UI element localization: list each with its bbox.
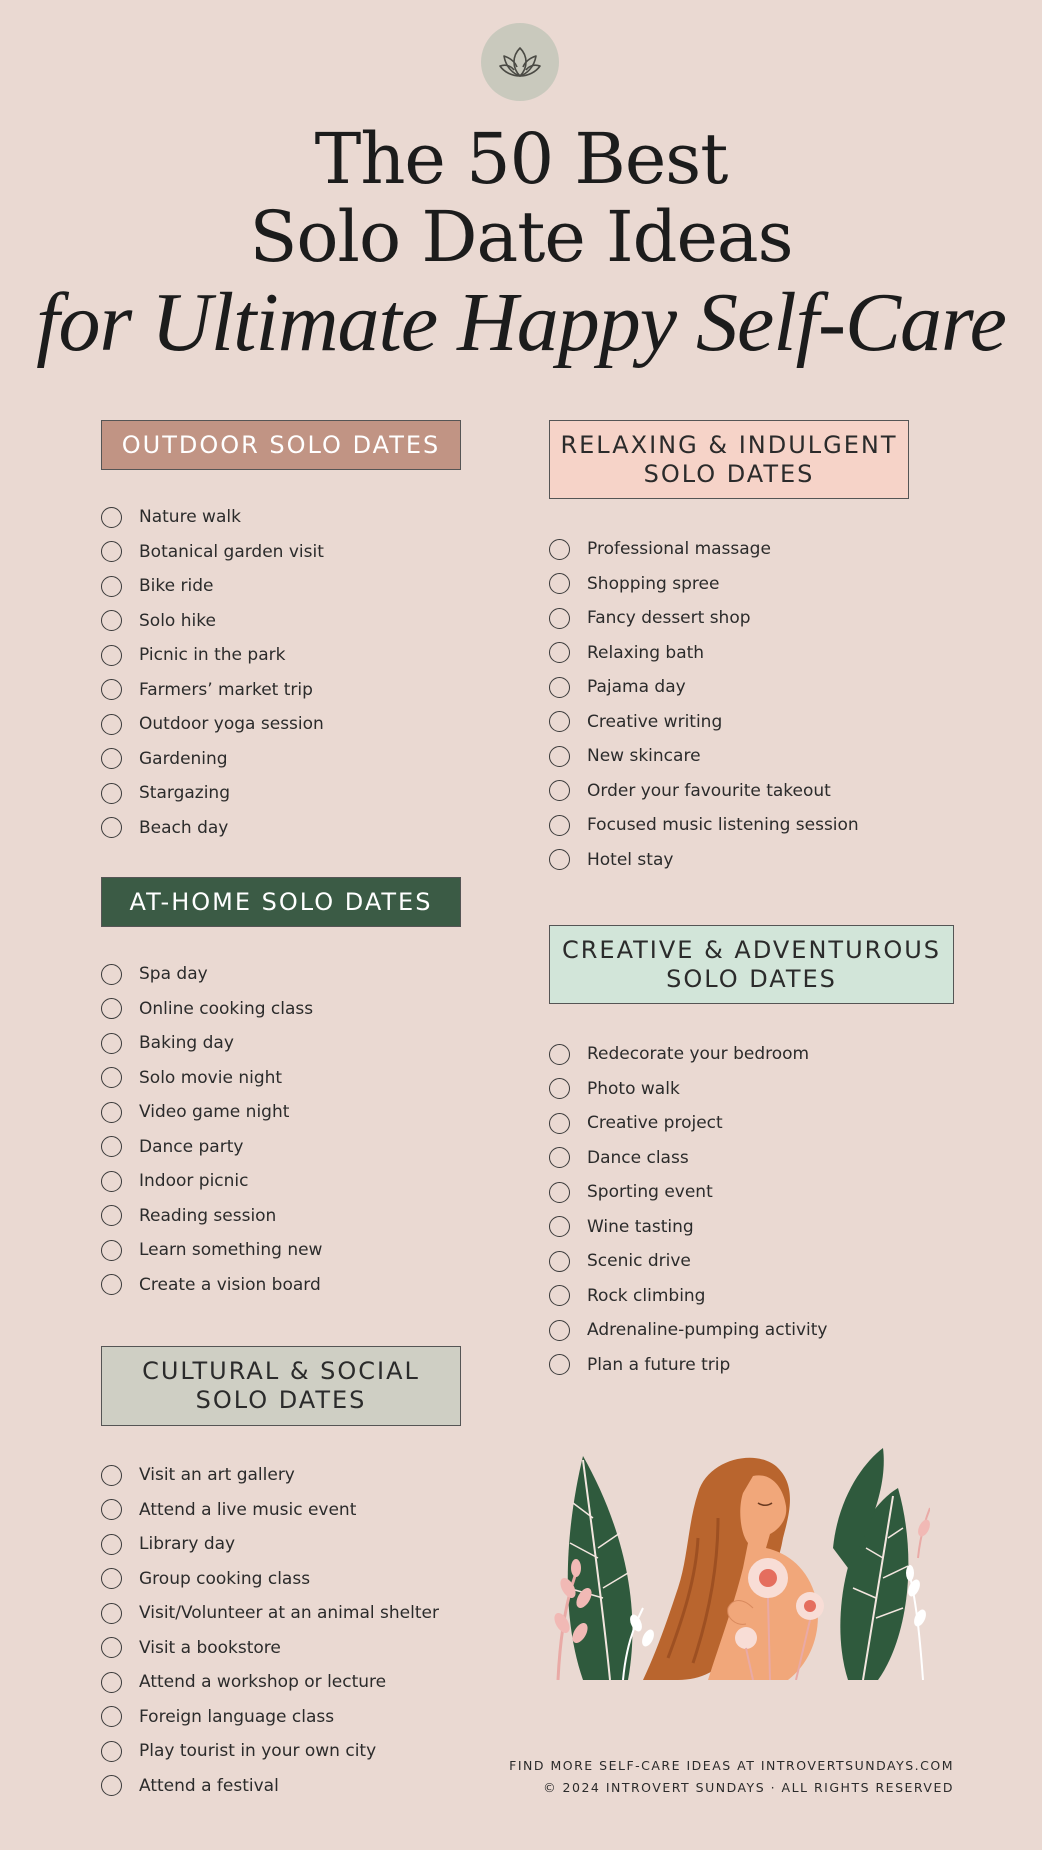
relaxing-section-header <box>549 420 909 499</box>
logo-badge <box>481 23 559 101</box>
relaxing-section-title-line-1: RELAXING & INDULGENT <box>560 430 898 459</box>
checkbox-circle[interactable] <box>549 746 570 767</box>
footer-website: FIND MORE SELF-CARE IDEAS AT INTROVERTSUNDAYS.COM <box>509 1758 954 1773</box>
lotus-icon <box>498 42 542 82</box>
list-item[interactable]: New skincare <box>549 739 969 774</box>
list-item[interactable]: Solo movie night <box>101 1061 481 1096</box>
checkbox-circle[interactable] <box>549 1216 570 1237</box>
page-title <box>0 120 1042 368</box>
list-item[interactable]: Learn something new <box>101 1233 481 1268</box>
checkbox-circle[interactable] <box>101 1136 122 1157</box>
list-item[interactable]: Nature walk <box>101 500 481 535</box>
list-item[interactable]: Picnic in the park <box>101 638 481 673</box>
list-item[interactable]: Baking day <box>101 1026 481 1061</box>
checkbox-circle[interactable] <box>101 1568 122 1589</box>
footer-copyright: © 2024 INTROVERT SUNDAYS · ALL RIGHTS RESERVED <box>543 1780 954 1795</box>
checkbox-circle[interactable] <box>101 1499 122 1520</box>
checkbox-circle[interactable] <box>101 1534 122 1555</box>
checkbox-circle[interactable] <box>549 677 570 698</box>
list-item[interactable]: Dance party <box>101 1130 481 1165</box>
checkbox-circle[interactable] <box>549 1044 570 1065</box>
checkbox-circle[interactable] <box>549 815 570 836</box>
list-item[interactable]: Attend a live music event <box>101 1493 501 1528</box>
cultural-section-title-line-1: CULTURAL & SOCIAL <box>142 1357 420 1385</box>
outdoor-section-title: OUTDOOR SOLO DATES <box>121 430 441 459</box>
at-home-section-title: AT-HOME SOLO DATES <box>129 887 433 916</box>
checkbox-circle[interactable] <box>101 1741 122 1762</box>
checkbox-circle[interactable] <box>101 610 122 631</box>
checkbox-circle[interactable] <box>101 1240 122 1261</box>
list-item[interactable]: Reading session <box>101 1199 481 1234</box>
list-item[interactable]: Adrenaline-pumping activity <box>549 1313 969 1348</box>
checkbox-circle[interactable] <box>549 573 570 594</box>
checkbox-circle[interactable] <box>101 783 122 804</box>
title-line-3: for Ultimate Happy Self-Care <box>36 276 1006 369</box>
list-item[interactable]: Scenic drive <box>549 1244 969 1279</box>
list-item[interactable]: Rock climbing <box>549 1279 969 1314</box>
checkbox-circle[interactable] <box>101 817 122 838</box>
checkbox-circle[interactable] <box>549 642 570 663</box>
list-item[interactable]: Pajama day <box>549 670 969 705</box>
checkbox-circle[interactable] <box>101 507 122 528</box>
checkbox-circle[interactable] <box>549 1320 570 1341</box>
checkbox-circle[interactable] <box>101 1775 122 1796</box>
list-item[interactable]: Focused music listening session <box>549 808 969 843</box>
relaxing-list <box>549 532 969 877</box>
checkbox-circle[interactable] <box>101 576 122 597</box>
list-item[interactable]: Gardening <box>101 742 481 777</box>
list-item[interactable]: Farmers’ market trip <box>101 673 481 708</box>
checkbox-circle[interactable] <box>101 1274 122 1295</box>
list-item[interactable]: Spa day <box>101 957 481 992</box>
list-item[interactable]: Dance class <box>549 1141 969 1176</box>
checkbox-circle[interactable] <box>101 1067 122 1088</box>
list-item[interactable]: Bike ride <box>101 569 481 604</box>
list-item[interactable]: Indoor picnic <box>101 1164 481 1199</box>
list-item[interactable]: Visit a bookstore <box>101 1631 501 1666</box>
list-item[interactable]: Plan a future trip <box>549 1348 969 1383</box>
list-item[interactable]: Professional massage <box>549 532 969 567</box>
woman-with-flowers-illustration <box>548 1448 930 1680</box>
list-item[interactable]: Outdoor yoga session <box>101 707 481 742</box>
checkbox-circle[interactable] <box>101 1465 122 1486</box>
list-item[interactable]: Attend a workshop or lecture <box>101 1665 501 1700</box>
list-item[interactable]: Botanical garden visit <box>101 535 481 570</box>
list-item[interactable]: Play tourist in your own city <box>101 1734 501 1769</box>
creative-section-title-line-1: CREATIVE & ADVENTUROUS <box>561 935 942 964</box>
list-item[interactable]: Shopping spree <box>549 567 969 602</box>
list-item[interactable]: Group cooking class <box>101 1562 501 1597</box>
checkbox-circle[interactable] <box>101 1672 122 1693</box>
outdoor-list <box>101 500 481 845</box>
checkbox-circle[interactable] <box>101 679 122 700</box>
checkbox-circle[interactable] <box>549 711 570 732</box>
list-item[interactable]: Attend a festival <box>101 1769 501 1804</box>
cultural-list <box>101 1458 501 1803</box>
list-item[interactable]: Creative project <box>549 1106 969 1141</box>
creative-section-header <box>549 925 954 1004</box>
checkbox-circle[interactable] <box>549 1182 570 1203</box>
list-item[interactable]: Relaxing bath <box>549 636 969 671</box>
list-item[interactable]: Photo walk <box>549 1072 969 1107</box>
list-item[interactable]: Foreign language class <box>101 1700 501 1735</box>
checkbox-circle[interactable] <box>101 1603 122 1624</box>
checkbox-circle[interactable] <box>101 748 122 769</box>
checkbox-circle[interactable] <box>101 1102 122 1123</box>
checkbox-circle[interactable] <box>101 1637 122 1658</box>
list-item[interactable]: Fancy dessert shop <box>549 601 969 636</box>
checkbox-circle[interactable] <box>101 645 122 666</box>
list-item[interactable]: Wine tasting <box>549 1210 969 1245</box>
checkbox-circle[interactable] <box>549 1251 570 1272</box>
checkbox-circle[interactable] <box>549 1078 570 1099</box>
checkbox-circle[interactable] <box>549 1354 570 1375</box>
title-line-2: Solo Date Ideas <box>249 196 793 278</box>
cultural-section-header <box>101 1346 461 1426</box>
relaxing-section-title-line-2: SOLO DATES <box>643 459 815 488</box>
outdoor-section-header <box>101 420 461 470</box>
at-home-list <box>101 957 481 1302</box>
checkbox-circle[interactable] <box>101 541 122 562</box>
checkbox-circle[interactable] <box>101 714 122 735</box>
list-item[interactable]: Video game night <box>101 1095 481 1130</box>
at-home-section-header <box>101 877 461 927</box>
list-item[interactable]: Online cooking class <box>101 992 481 1027</box>
list-item[interactable]: Solo hike <box>101 604 481 639</box>
list-item[interactable]: Hotel stay <box>549 843 969 878</box>
checkbox-circle[interactable] <box>549 1147 570 1168</box>
list-item[interactable]: Order your favourite takeout <box>549 774 969 809</box>
list-item[interactable]: Creative writing <box>549 705 969 740</box>
creative-section-title-line-2: SOLO DATES <box>666 964 837 993</box>
checkbox-circle[interactable] <box>101 1033 122 1054</box>
checkbox-circle[interactable] <box>549 780 570 801</box>
checkbox-circle[interactable] <box>101 964 122 985</box>
list-item[interactable]: Stargazing <box>101 776 481 811</box>
checkbox-circle[interactable] <box>101 1205 122 1226</box>
list-item[interactable]: Sporting event <box>549 1175 969 1210</box>
checkbox-circle[interactable] <box>549 1285 570 1306</box>
list-item[interactable]: Visit/Volunteer at an animal shelter <box>101 1596 501 1631</box>
list-item[interactable]: Visit an art gallery <box>101 1458 501 1493</box>
checkbox-circle[interactable] <box>549 1113 570 1134</box>
cultural-section-title-line-2: SOLO DATES <box>195 1386 367 1414</box>
checkbox-circle[interactable] <box>101 1706 122 1727</box>
checkbox-circle[interactable] <box>549 539 570 560</box>
checkbox-circle[interactable] <box>101 998 122 1019</box>
footer <box>509 1755 954 1799</box>
list-item[interactable]: Redecorate your bedroom <box>549 1037 969 1072</box>
checkbox-circle[interactable] <box>549 849 570 870</box>
checkbox-circle[interactable] <box>101 1171 122 1192</box>
creative-list <box>549 1037 969 1382</box>
list-item[interactable]: Create a vision board <box>101 1268 481 1303</box>
list-item[interactable]: Beach day <box>101 811 481 846</box>
list-item[interactable]: Library day <box>101 1527 501 1562</box>
title-line-1: The 50 Best <box>314 118 728 200</box>
checkbox-circle[interactable] <box>549 608 570 629</box>
